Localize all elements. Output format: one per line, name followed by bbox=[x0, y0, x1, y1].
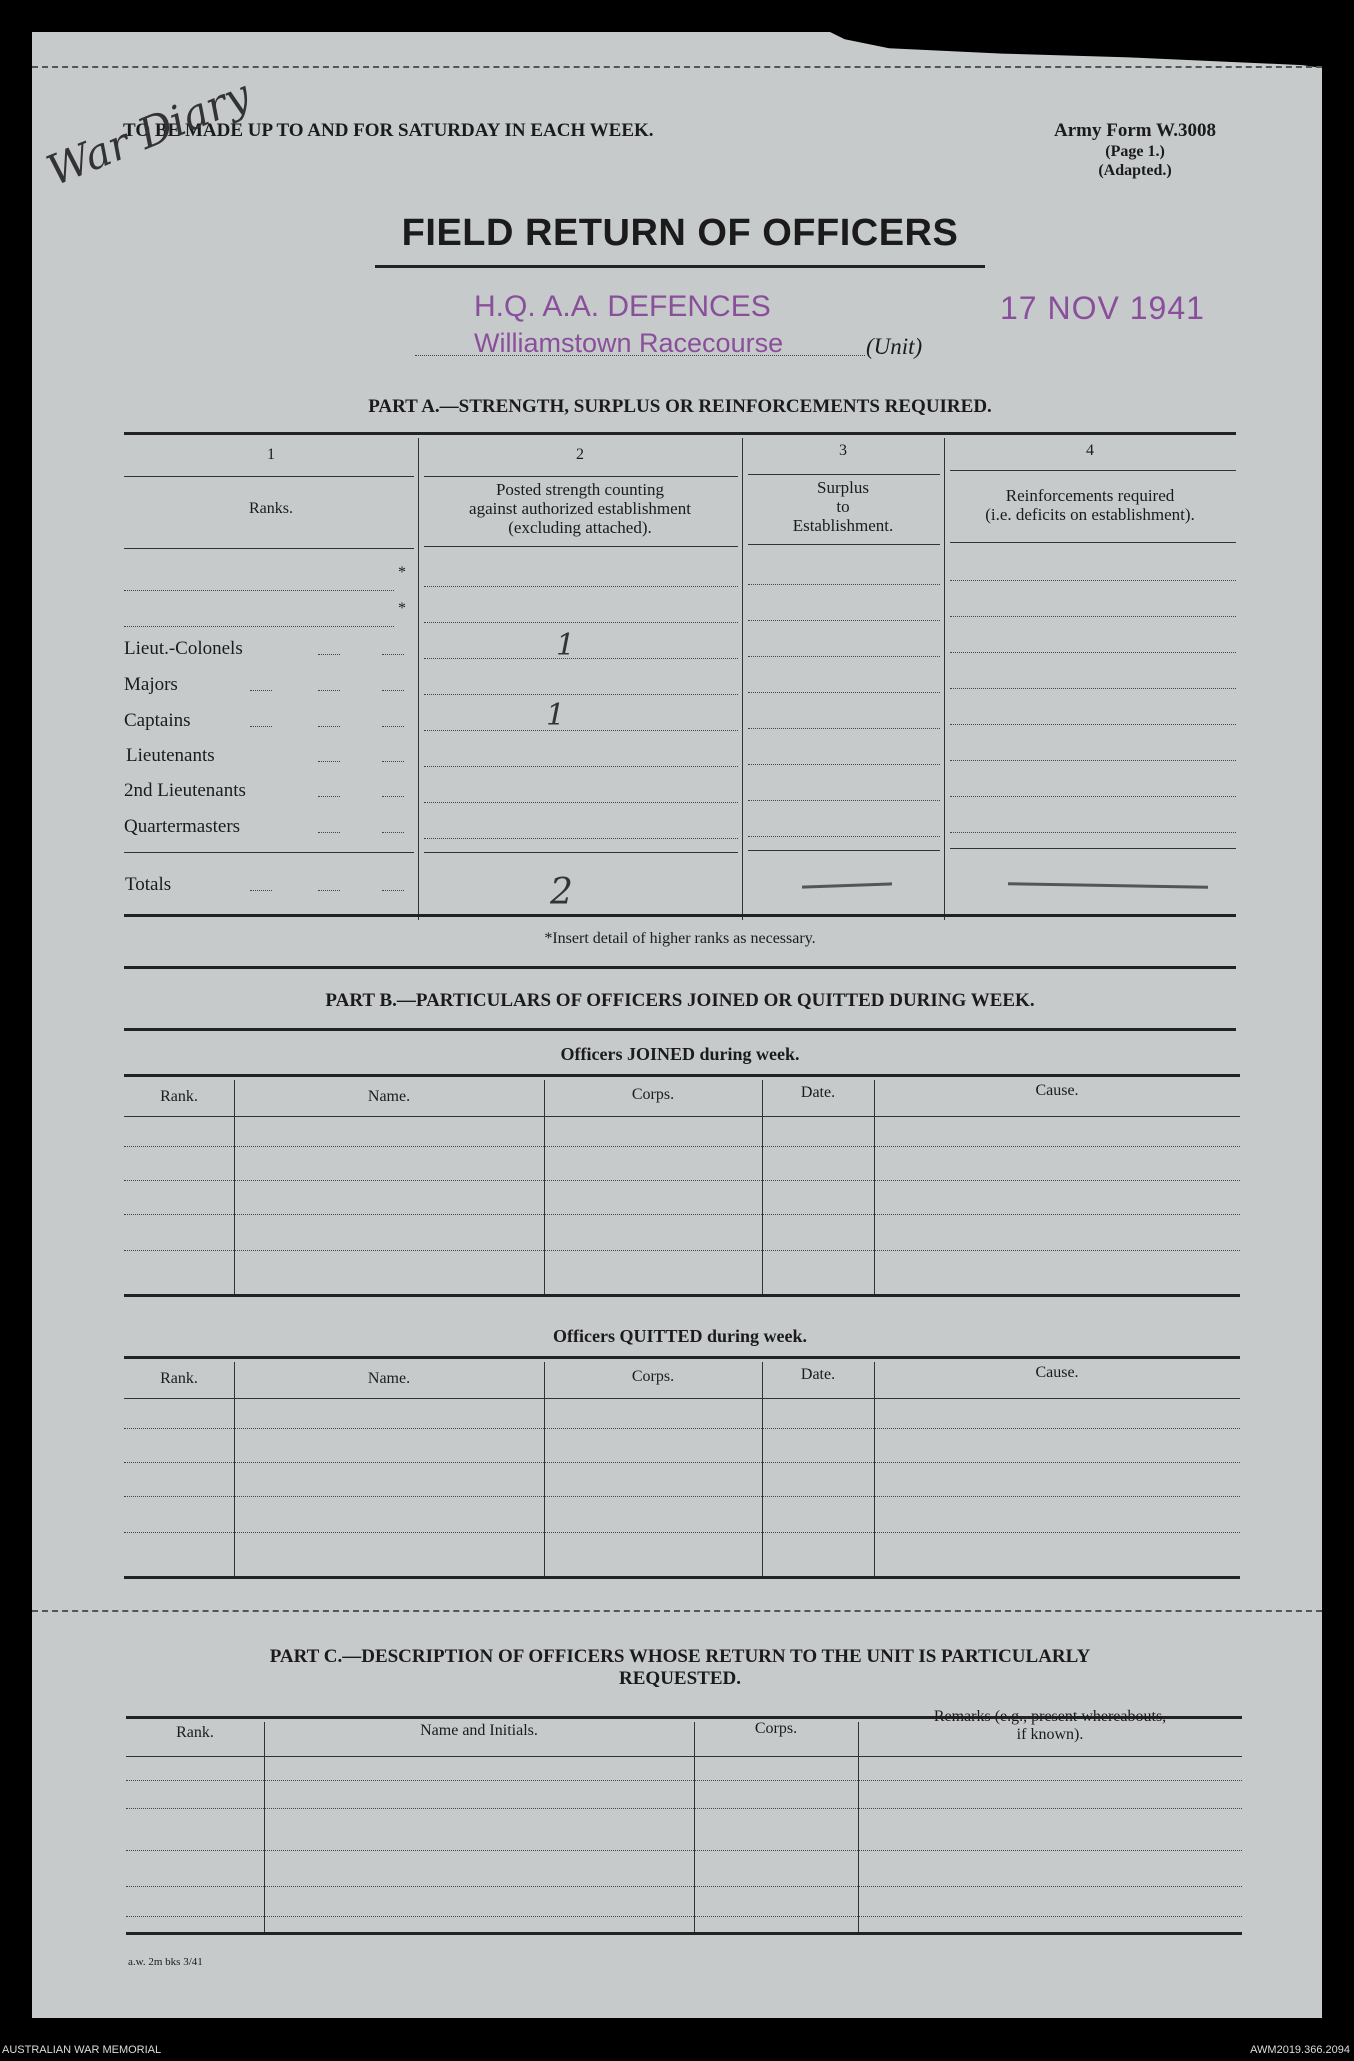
quitted-col-corps: Corps. bbox=[631, 1368, 675, 1385]
star-marker: * bbox=[398, 564, 406, 581]
form-page: (Page 1.) bbox=[1105, 143, 1165, 160]
col-number-1: 1 bbox=[267, 446, 275, 463]
print-code: a.w. 2m bks 3/41 bbox=[128, 1956, 203, 1968]
joined-col-date: Date. bbox=[800, 1084, 836, 1101]
part-a-footnote: *Insert detail of higher ranks as necessary. bbox=[544, 930, 816, 947]
star-marker: * bbox=[398, 600, 406, 617]
part-c-title: PART C.—DESCRIPTION OF OFFICERS WHOSE RETURN TO THE UNIT IS PARTICULARLY REQUESTED. bbox=[269, 1646, 1091, 1689]
part-b-title: PART B.—PARTICULARS OF OFFICERS JOINED OR QUITTED DURING WEEK. bbox=[325, 990, 1035, 1011]
unit-dotted-line bbox=[415, 355, 865, 356]
part-c-col-name: Name and Initials. bbox=[420, 1722, 538, 1739]
quitted-col-cause: Cause. bbox=[1035, 1364, 1079, 1381]
joined-title: Officers JOINED during week. bbox=[560, 1044, 800, 1064]
date-stamp: 17 NOV 1941 bbox=[1000, 290, 1205, 326]
footer-left: AUSTRALIAN WAR MEMORIAL bbox=[2, 2044, 162, 2056]
part-a-top-rule bbox=[124, 432, 1236, 435]
rank-label: Majors bbox=[124, 674, 178, 695]
part-c-col-corps: Corps. bbox=[754, 1720, 798, 1737]
title-underline bbox=[375, 265, 985, 268]
part-a-bottom-rule bbox=[124, 914, 1236, 917]
quitted-title: Officers QUITTED during week. bbox=[553, 1326, 807, 1346]
joined-col-cause: Cause. bbox=[1035, 1082, 1079, 1099]
ranks-header: Ranks. bbox=[249, 500, 293, 517]
surplus-header: Surplus to Establishment. bbox=[792, 478, 894, 535]
posted-lieut-colonels: 1 bbox=[556, 628, 576, 663]
rank-label: Lieutenants bbox=[126, 745, 215, 766]
part-c-col-rank: Rank. bbox=[176, 1724, 214, 1741]
rank-label: Captains bbox=[124, 710, 191, 731]
unit-label: (Unit) bbox=[866, 334, 923, 359]
perforation-top bbox=[32, 66, 1322, 68]
unit-stamp-line2: Williamstown Racecourse bbox=[474, 328, 784, 358]
part-a-title: PART A.—STRENGTH, SURPLUS OR REINFORCEMENTS REQUIRED. bbox=[368, 396, 992, 417]
form-adapted: (Adapted.) bbox=[1098, 162, 1172, 179]
posted-total: 2 bbox=[550, 872, 573, 913]
perforation-middle bbox=[32, 1610, 1322, 1612]
quitted-col-rank: Rank. bbox=[160, 1370, 198, 1387]
posted-captains: 1 bbox=[546, 698, 566, 733]
instruction-text: TO BE MADE UP TO AND FOR SATURDAY IN EACH WEEK. bbox=[123, 120, 654, 141]
reinforcements-header: Reinforcements required (i.e. deficits on establishment). bbox=[985, 486, 1195, 524]
footer-right: AWM2019.366.2094 bbox=[1250, 2044, 1350, 2056]
col-number-3: 3 bbox=[839, 442, 847, 459]
rank-label: 2nd Lieutenants bbox=[124, 780, 246, 801]
posted-strength-header: Posted strength counting against authorized establishment (excluding attached). bbox=[469, 480, 691, 537]
page-title: FIELD RETURN OF OFFICERS bbox=[401, 212, 959, 254]
quitted-col-name: Name. bbox=[367, 1370, 411, 1387]
joined-col-corps: Corps. bbox=[631, 1086, 675, 1103]
war-diary-annotation: War Diary bbox=[40, 69, 257, 196]
form-number: Army Form W.3008 bbox=[1053, 120, 1216, 141]
quitted-col-date: Date. bbox=[800, 1366, 836, 1383]
rank-label: Quartermasters bbox=[124, 816, 241, 837]
totals-label: Totals bbox=[125, 874, 172, 895]
joined-col-name: Name. bbox=[367, 1088, 411, 1105]
col-number-2: 2 bbox=[576, 446, 584, 463]
part-c-col-remarks: Remarks (e.g., present whereabouts, if known). bbox=[933, 1708, 1167, 1743]
rank-label: Lieut.-Colonels bbox=[124, 638, 243, 659]
joined-col-rank: Rank. bbox=[160, 1088, 198, 1105]
unit-stamp-line1: H.Q. A.A. DEFENCES bbox=[474, 290, 771, 323]
col-number-4: 4 bbox=[1086, 442, 1094, 459]
